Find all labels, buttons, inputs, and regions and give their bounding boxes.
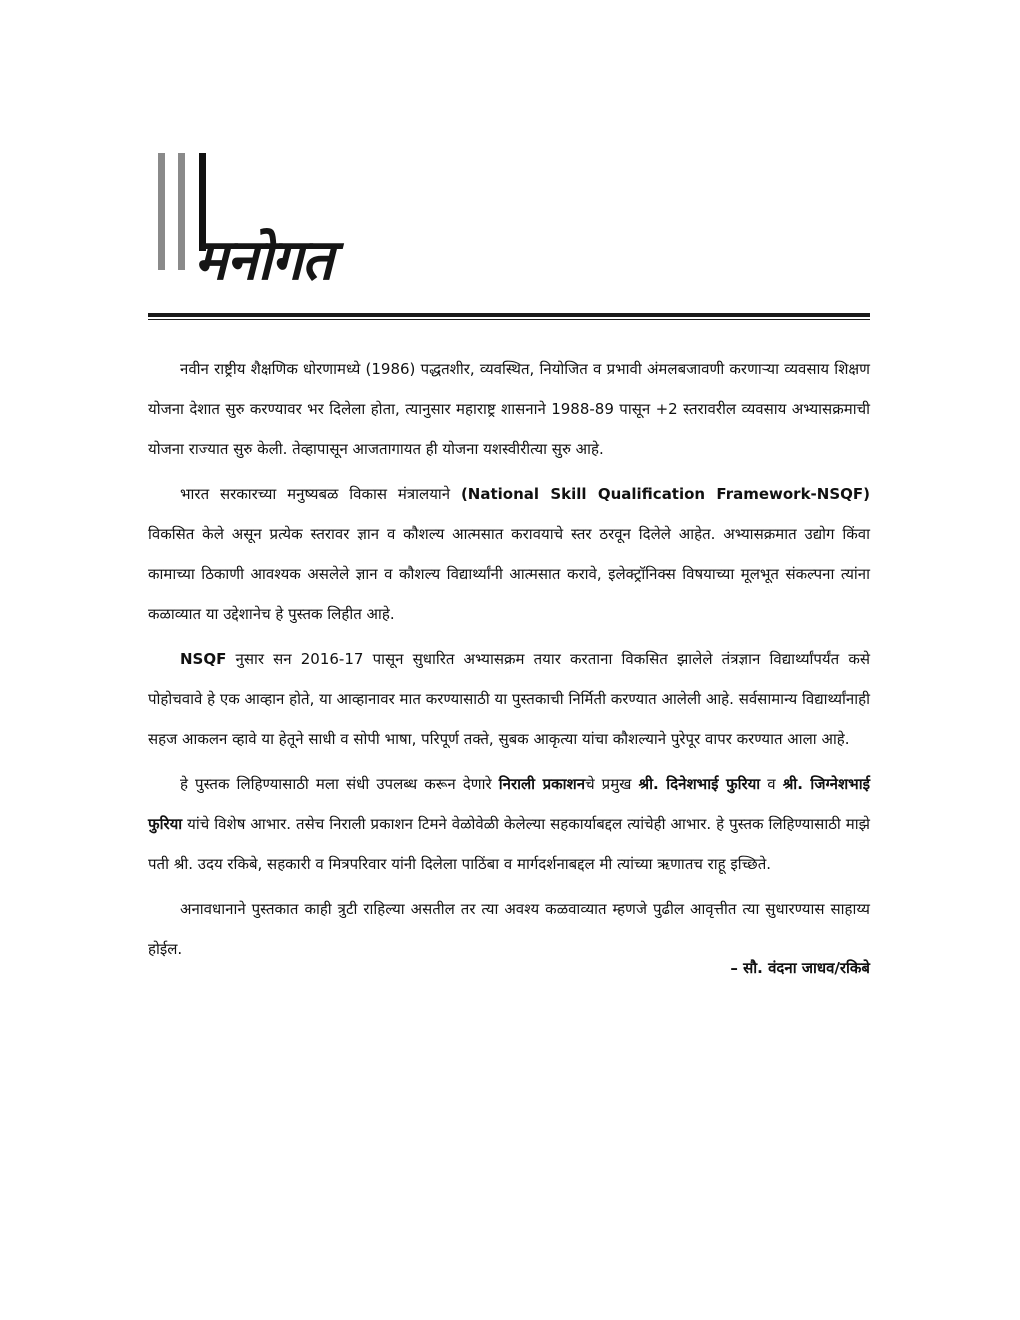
paragraph-2-nsqf-fullname: (National Skill Qualification Framework-NSQF) bbox=[460, 485, 870, 503]
paragraph-2-text-before: भारत सरकारच्या मनुष्यबळ विकास मंत्रालयाने bbox=[180, 485, 461, 503]
paragraph-5-text: अनावधानाने पुस्तकात काही त्रुटी राहिल्या असतील तर त्या अवश्य कळवाव्यात म्हणजे पुढील आवृत्तीत त्या सुधारण्यास साहाय्य होईल. bbox=[148, 900, 870, 958]
heading-rule-thin bbox=[148, 319, 870, 320]
paragraph-1-text: नवीन राष्ट्रीय शैक्षणिक धोरणामध्ये (1986) पद्धतशीर, व्यवस्थित, नियोजित व प्रभावी अंमलबजावणी करणाऱ्या व्यवसाय शिक्षण योजना देशात सुरु करण्यावर भर दिलेला होता, त्यानुसार महाराष्ट्र शासनाने 1988-89 पासून +2 स्तरावरील व्यवसाय अभ्यासक्रमाची योजना राज्यात सुरु केली. तेव्हापासून आजतागायत ही योजना यशस्वीरीत्या सुरु आहे. bbox=[148, 360, 870, 458]
paragraph-4-text-before: हे पुस्तक लिहिण्यासाठी मला संधी उपलब्ध करून देणारे bbox=[180, 775, 499, 793]
preface-body bbox=[148, 349, 870, 980]
paragraph-4-publisher-name: निराली प्रकाशन bbox=[498, 775, 586, 793]
heading-rule-thick bbox=[148, 313, 870, 317]
decorative-bar-middle bbox=[178, 153, 185, 270]
paragraph-4 bbox=[148, 764, 870, 884]
paragraph-1 bbox=[148, 349, 870, 469]
author-signature: – सौ. वंदना जाधव/रकिबे bbox=[730, 959, 870, 977]
paragraph-4-text-after: यांचे विशेष आभार. तसेच निराली प्रकाशन टिमने वेळोवेळी केलेल्या सहकार्याबद्दल त्यांचेही आभार. हे पुस्तक लिहिण्यासाठी माझे पती श्री. उदय रकिबे, सहकारी व मित्रपरिवार यांनी दिलेला पाठिंबा व मार्गदर्शनाबद्दल मी त्यांच्या ऋणातच राहू इच्छिते. bbox=[148, 815, 870, 873]
paragraph-3-nsqf: NSQF bbox=[180, 650, 227, 668]
page-heading: मनोगत bbox=[194, 228, 333, 293]
paragraph-3-text-after: नुसार सन 2016-17 पासून सुधारित अभ्यासक्रम तयार करताना विकसित झालेले तंत्रज्ञान विद्यार्थ्यांपर्यंत कसे पोहोचवावे हे एक आव्हान होते, या आव्हानावर मात करण्यासाठी या पुस्तकाची निर्मिती करण्यात आलेली आहे. सर्वसामान्य विद्यार्थ्यांनाही सहज आकलन व्हावे या हेतूने साधी व सोपी भाषा, परिपूर्ण तक्ते, सुबक आकृत्या यांचा कौशल्याने पुरेपूर वापर करण्यात आला आहे. bbox=[148, 650, 870, 748]
paragraph-4-person-1: श्री. दिनेशभाई फुरिया bbox=[638, 775, 761, 793]
paragraph-2 bbox=[148, 474, 870, 634]
paragraph-4-text-mid-2: व bbox=[760, 775, 783, 793]
decorative-bar-left bbox=[158, 153, 165, 270]
paragraph-4-person-2: श्री. जिग्नेशभाई फुरिया bbox=[148, 775, 870, 833]
paragraph-2-text-after: विकसित केले असून प्रत्येक स्तरावर ज्ञान व कौशल्य आत्मसात करावयाचे स्तर ठरवून दिलेले आहेत. अभ्यासक्रमात उद्योग किंवा कामाच्या ठिकाणी आवश्यक असलेले ज्ञान व कौशल्य विद्यार्थ्यांनी आत्मसात करावे, इलेक्ट्रॉनिक्स विषयाच्या मूलभूत संकल्पना त्यांना कळाव्यात या उद्देशानेच हे पुस्तक लिहीत आहे. bbox=[148, 525, 870, 623]
paragraph-3 bbox=[148, 639, 870, 759]
paragraph-4-text-mid-1: चे प्रमुख bbox=[585, 775, 639, 793]
